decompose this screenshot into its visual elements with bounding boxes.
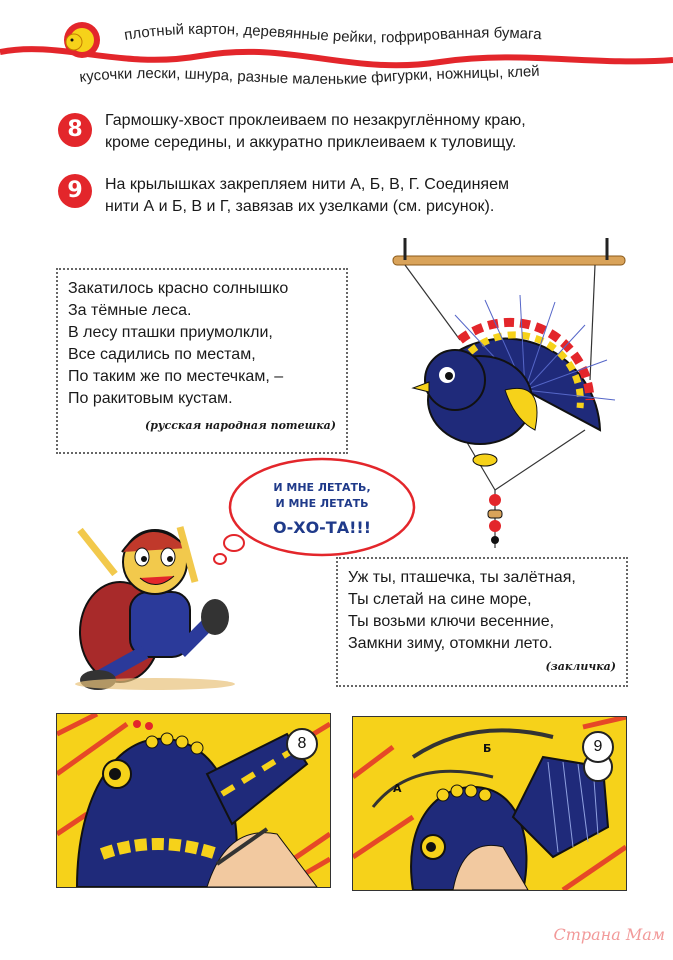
- poem2-line: Ты слетай на сине море,: [348, 591, 532, 608]
- step-9-photo: [352, 716, 627, 891]
- step-9-line-1: На крылышках закрепляем нити А, Б, В, Г. Соединяем: [105, 176, 509, 193]
- materials-line-2: кусочки лески, шнура, разные маленькие фигурки, ножницы, клей: [78, 62, 540, 88]
- poem-box-potesha: [56, 268, 348, 454]
- wooden-rod: [393, 238, 625, 265]
- hanging-bird-toy-illustration: [385, 230, 635, 560]
- bubble-line-2: И МНЕ ЛЕТАТЬ: [275, 497, 369, 510]
- materials-banner: [0, 0, 673, 110]
- step-8-photo: [56, 713, 331, 888]
- poem1-line: По ракитовым кустам.: [68, 390, 233, 407]
- red-wave-line: [0, 49, 673, 65]
- cartoon-character-illustration: [60, 512, 250, 692]
- poem-box-zaklichka: [336, 557, 628, 687]
- poem2-source: (закличка): [545, 660, 616, 673]
- materials-line-1: плотный картон, деревянные рейки, гофрированная бумага: [122, 20, 543, 47]
- poem1-line: По таким же по местечкам, –: [68, 368, 284, 385]
- poem1-line: Закатилось красно солнышко: [68, 280, 289, 297]
- step-9-line-2: нити А и Б, В и Г, завязав их узелками (см. рисунок).: [105, 198, 495, 215]
- poem1-line: За тёмные леса.: [68, 302, 192, 319]
- step-8-badge: 8: [58, 113, 92, 147]
- poem1-line: В лесу пташки приумолкли,: [68, 324, 273, 341]
- bubble-line-1: И МНЕ ЛЕТАТЬ,: [273, 481, 371, 494]
- step-9-badge: 9: [58, 174, 92, 208]
- step-8-line-1: Гармошку-хвост проклеиваем по незакруглённому краю,: [105, 112, 526, 129]
- poem2-line: Замкни зиму, отомкни лето.: [348, 635, 553, 652]
- bird-logo-icon: [64, 22, 100, 58]
- step-9-text: [105, 174, 509, 218]
- step-8-line-2: кроме середины, и аккуратно приклеиваем к туловищу.: [105, 134, 517, 151]
- step-9-photo-number: 9: [582, 731, 614, 763]
- step-8-photo-number: 8: [286, 728, 318, 760]
- thread-label-a: А: [393, 782, 402, 795]
- watermark: Страна Мам: [553, 925, 665, 944]
- thread-label-b: Б: [483, 742, 492, 755]
- step-8-text: [105, 110, 526, 154]
- bubble-line-3: О-ХО-ТА!!!: [272, 518, 372, 537]
- poem1-line: Все садились по местам,: [68, 346, 256, 363]
- poem1-source: (русская народная потешка): [145, 419, 336, 432]
- poem2-line: Ты возьми ключи весенние,: [348, 613, 555, 630]
- poem2-line: Уж ты, пташечка, ты залётная,: [348, 569, 576, 586]
